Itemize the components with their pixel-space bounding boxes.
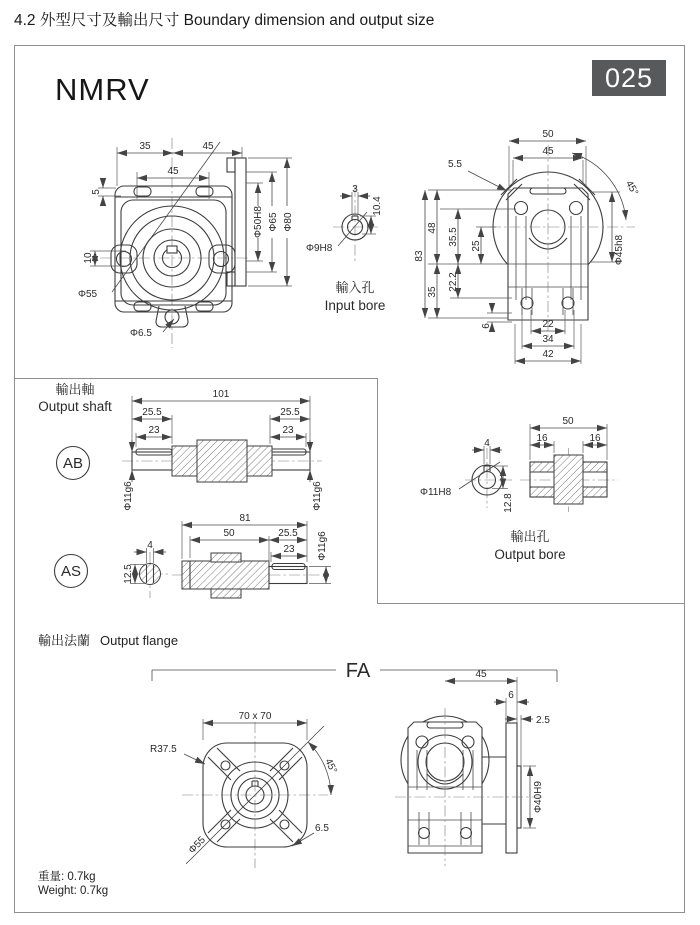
dim-label: 45° [322,757,339,776]
dim-label: 45° [623,178,641,198]
dim-label: 48 [427,222,438,234]
dim-label: 35.5 [448,227,459,247]
dim-label: 6 [508,690,514,701]
input-bore-caption-en: Input bore [324,298,386,313]
dim-label: 50 [562,416,574,427]
output-bore-caption-en: Output bore [494,547,566,562]
output-shaft-caption-en: Output shaft [38,399,112,414]
variant-ab-badge: AB [62,455,84,472]
dim-label: 45 [475,669,487,680]
dim-label: 2.5 [536,715,550,726]
technical-drawing [14,45,684,912]
output-flange-drawing [150,660,557,868]
dim-label: 16 [589,433,601,444]
dim-label: 12.5 [123,564,134,584]
dim-label: 34 [542,334,554,345]
weight-cn: 重量: 0.7kg [38,871,96,883]
dim-label: 70 x 70 [238,711,272,722]
dim-label: 12.8 [503,493,514,513]
dim-label: 35 [139,141,151,152]
model-label: NMRV [55,72,150,107]
dim-label: 6.5 [315,823,329,834]
page-title: 4.2 外型尺寸及輸出尺寸 Boundary dimension and output size [14,12,435,29]
dim-label: 25.5 [142,407,162,418]
fa-label: FA [345,660,371,682]
dim-label: 25.5 [280,407,300,418]
dim-label: 25 [471,240,482,252]
variant-as-badge: AS [60,563,82,580]
dim-label: 81 [239,513,251,524]
front-view-drawing [78,138,294,348]
dim-label: Φ55 [186,834,208,857]
dim-label: 10.4 [372,196,383,216]
dim-label: R37.5 [150,744,177,755]
dim-label: 83 [414,250,425,262]
output-bore-caption-cn: 輸出孔 [510,529,550,544]
dim-label: 6 [481,323,492,329]
output-bore-drawing [420,416,618,562]
dim-label: 42 [542,349,554,360]
dim-label: Φ11g6 [312,481,323,511]
dim-label: 5 [91,189,102,195]
dim-label: 45 [167,166,179,177]
dim-label: 35 [427,286,438,298]
side-view-drawing [414,129,640,364]
output-flange-caption-cn: 輸出法蘭 [38,633,91,648]
dim-label: 3 [352,184,358,195]
dim-label: 25.5 [278,528,298,539]
weight-note [38,870,108,898]
dim-label: 4 [147,540,153,551]
dim-label: 23 [282,425,294,436]
dim-label: Φ6.5 [130,328,152,339]
dim-label: Φ11H8 [420,487,452,498]
dim-label: 16 [536,433,548,444]
input-bore-caption-cn: 輸入孔 [335,280,375,295]
dim-label: 50 [223,528,235,539]
dim-label: 23 [148,425,160,436]
dim-label: Φ55 [78,289,98,300]
dim-label: 101 [212,389,230,400]
dim-label: 23 [283,544,295,555]
dim-label: Φ40H9 [533,781,544,813]
output-shaft-drawing [38,382,331,598]
dim-label: 50 [542,129,554,140]
dim-label: 10 [83,252,94,264]
dim-label: 22 [542,319,554,330]
input-bore-drawing [306,184,385,313]
dim-label: Φ65 [268,212,279,232]
dim-label: Φ45h8 [614,234,625,266]
dim-label: 22.2 [448,272,459,292]
dim-label: 45 [202,141,214,152]
output-shaft-caption-cn: 輸出軸 [55,382,95,397]
dim-label: 4 [484,438,490,449]
dim-label: Φ80 [283,212,294,232]
dim-label: Φ11g6 [123,481,134,511]
dim-label: 5.5 [448,159,462,170]
output-flange-section-label [38,630,178,649]
weight-en: Weight: 0.7kg [38,885,109,897]
size-badge: 025 [592,60,666,96]
dim-label: Φ11g6 [317,531,328,561]
output-flange-caption-en: Output flange [100,633,179,648]
dim-label: Φ9H8 [306,243,333,254]
dim-label: Φ50H8 [253,206,264,238]
dim-label: 45 [542,146,554,157]
